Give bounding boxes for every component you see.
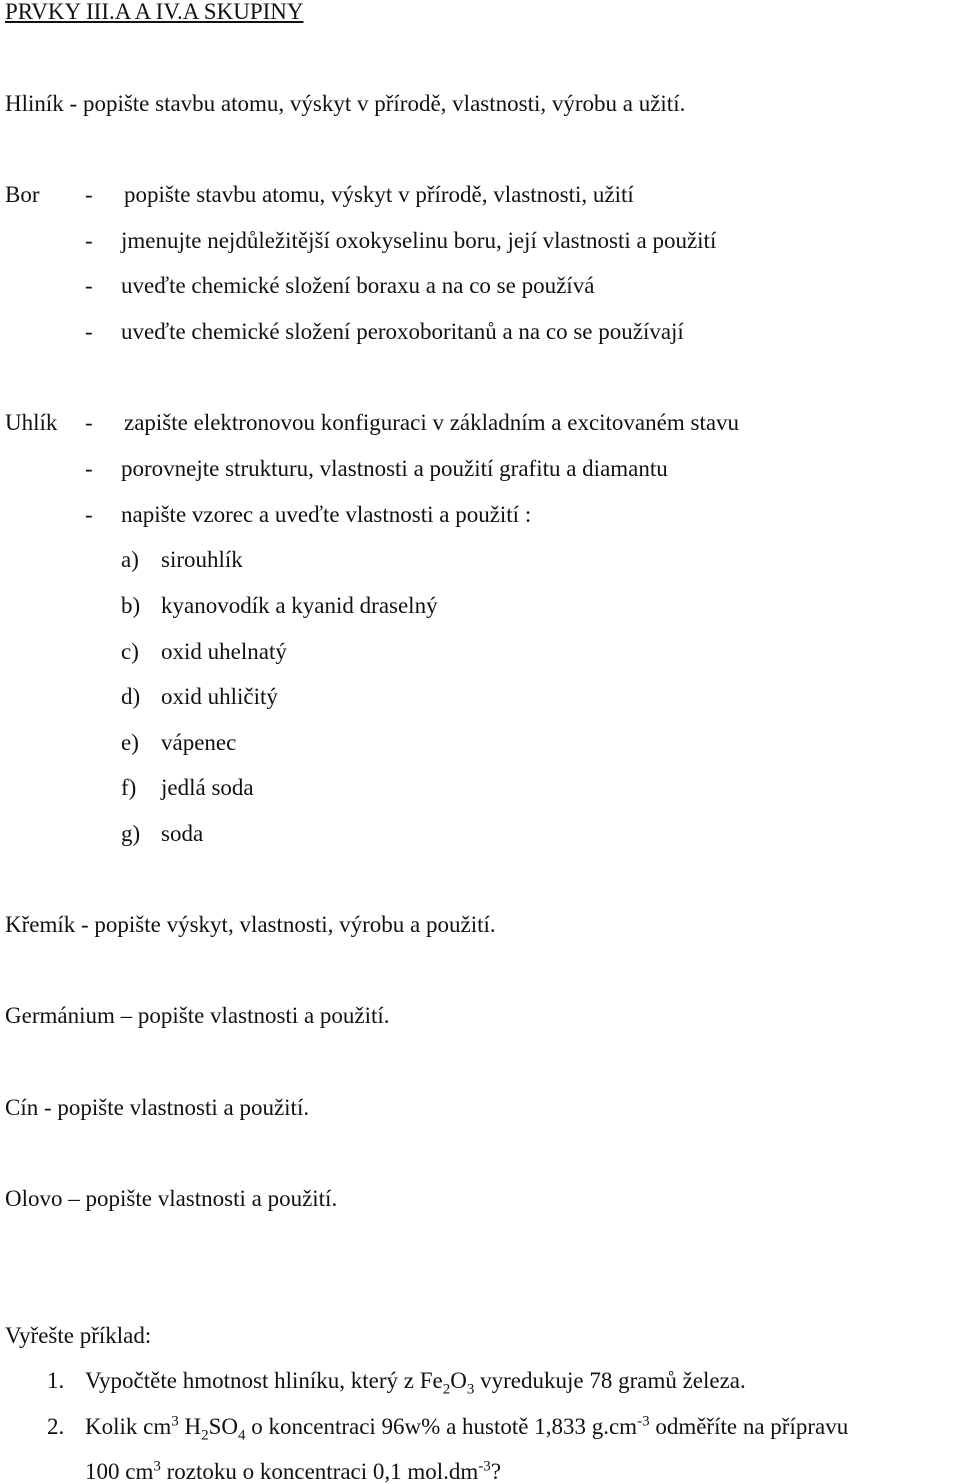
page-title: PRVKY III.A A IV.A SKUPINY bbox=[5, 0, 304, 24]
bor-item-1: popište stavbu atomu, výskyt v přírodě, vlastnosti, užití bbox=[124, 182, 634, 207]
bor-dash-2: - bbox=[85, 228, 93, 253]
subitem-letter-a: a) bbox=[121, 547, 139, 572]
subitem-text-a: sirouhlík bbox=[161, 547, 243, 572]
subitem-letter-c: c) bbox=[121, 639, 139, 664]
subitem-text-b: kyanovodík a kyanid draselný bbox=[161, 593, 438, 618]
bor-item-4: uveďte chemické složení peroxoboritanů a na co se používají bbox=[121, 319, 684, 344]
problem-2-text-line-1: Kolik $cm^3$ $H_2SO_4$ o koncentraci 96w% a hustotě 1,833 $g.cm^{-3}$ odměříte na přípravu bbox=[85, 1413, 849, 1444]
problem-2-text-line-2: 100 $cm^3$ roztoku o koncentraci 0,1 $mol.dm^{-3}$? bbox=[85, 1458, 502, 1484]
hlinik-line: Hliník - popište stavbu atomu, výskyt v přírodě, vlastnosti, výrobu a užití. bbox=[5, 91, 686, 116]
uhlik-dash-3: - bbox=[85, 502, 93, 527]
problem-1-text: Vypočtěte hmotnost hliníku, který z $Fe_2O_3$ vyredukuje 78 gramů železa. bbox=[85, 1368, 746, 1398]
subitem-text-c: oxid uhelnatý bbox=[161, 639, 287, 664]
olovo-line: Olovo – popište vlastnosti a použití. bbox=[5, 1186, 338, 1211]
subitem-text-g: soda bbox=[161, 821, 204, 846]
problem-1-number: 1. bbox=[47, 1368, 65, 1393]
subitem-letter-d: d) bbox=[121, 684, 141, 709]
bor-label: Bor bbox=[5, 182, 40, 207]
subitem-text-d: oxid uhličitý bbox=[161, 684, 278, 709]
subitem-letter-b: b) bbox=[121, 593, 141, 618]
subitem-letter-f: f) bbox=[121, 775, 137, 800]
exercise-heading: Vyřešte příklad: bbox=[5, 1323, 152, 1348]
bor-item-2: jmenujte nejdůležitější oxokyselinu boru, její vlastnosti a použití bbox=[121, 228, 717, 253]
subitem-letter-e: e) bbox=[121, 730, 139, 755]
germanium-line: Germánium – popište vlastnosti a použití. bbox=[5, 1003, 390, 1028]
subitem-text-f: jedlá soda bbox=[161, 775, 254, 800]
uhlik-item-2: porovnejte strukturu, vlastnosti a použití grafitu a diamantu bbox=[121, 456, 668, 481]
bor-item-3: uveďte chemické složení boraxu a na co se používá bbox=[121, 273, 595, 298]
problem-2-number: 2. bbox=[47, 1414, 65, 1439]
uhlik-item-1: zapište elektronovou konfiguraci v základním a excitovaném stavu bbox=[124, 410, 740, 435]
bor-dash-1: - bbox=[85, 182, 93, 207]
uhlik-dash-2: - bbox=[85, 456, 93, 481]
bor-dash-3: - bbox=[85, 273, 93, 298]
uhlik-dash-1: - bbox=[85, 410, 93, 435]
kremik-line: Křemík - popište výskyt, vlastnosti, výrobu a použití. bbox=[5, 912, 496, 937]
cin-line: Cín - popište vlastnosti a použití. bbox=[5, 1095, 310, 1120]
subitem-letter-g: g) bbox=[121, 821, 141, 846]
uhlik-item-3: napište vzorec a uveďte vlastnosti a použití : bbox=[121, 502, 532, 527]
subitem-text-e: vápenec bbox=[161, 730, 237, 755]
uhlik-label: Uhlík bbox=[5, 410, 58, 435]
bor-dash-4: - bbox=[85, 319, 93, 344]
